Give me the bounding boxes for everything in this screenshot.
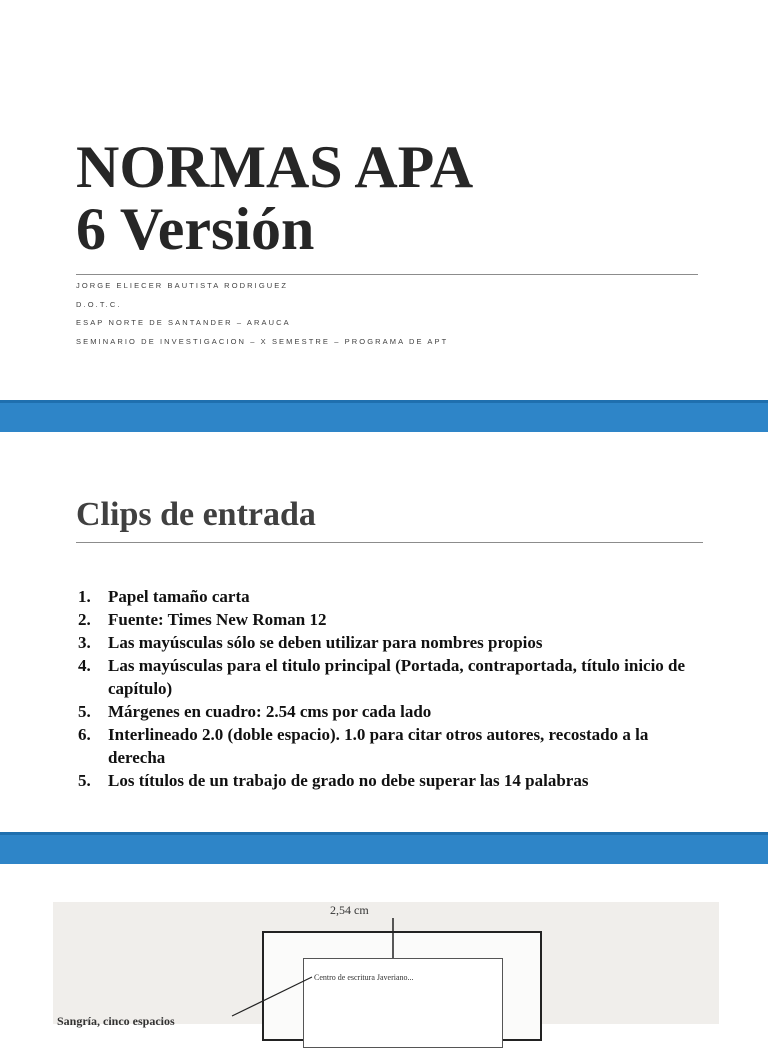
list-number: 4. xyxy=(78,656,91,675)
heading-divider xyxy=(76,542,703,543)
subtitle-role: D.O.T.C. xyxy=(76,299,122,309)
subtitle-block xyxy=(76,281,448,355)
inner-page-text: Centro de escritura Javeriano... xyxy=(314,973,414,982)
list-item xyxy=(78,769,708,792)
list-number: 2. xyxy=(78,610,91,629)
list-item xyxy=(78,631,708,654)
list-item xyxy=(78,700,708,723)
title-divider xyxy=(76,274,698,275)
list-item xyxy=(78,723,708,769)
list-text: Fuente: Times New Roman 12 xyxy=(108,610,327,629)
list-item xyxy=(78,585,708,608)
rules-list xyxy=(78,585,708,792)
title-slide xyxy=(0,0,768,400)
list-number: 1. xyxy=(78,587,91,606)
list-number: 6. xyxy=(78,725,91,744)
list-text: Las mayúsculas para el titulo principal (Portada, contraportada, título inicio de capítulo) xyxy=(108,656,686,698)
list-item xyxy=(78,654,708,700)
list-text: Papel tamaño carta xyxy=(108,587,250,606)
slide-separator xyxy=(0,400,768,432)
slide-separator xyxy=(0,832,768,864)
list-number: 5. xyxy=(78,771,91,790)
title-line-1: NORMAS APA xyxy=(76,134,474,200)
subtitle-author: JORGE ELIECER BAUTISTA RODRIGUEZ xyxy=(76,281,289,290)
list-text: Los títulos de un trabajo de grado no debe superar las 14 palabras xyxy=(108,771,589,790)
list-text: Márgenes en cuadro: 2.54 cms por cada lado xyxy=(108,702,432,721)
top-margin-label: 2,54 cm xyxy=(330,903,369,917)
indent-label: Sangría, cinco espacios xyxy=(57,1014,175,1028)
subtitle-institution: ESAP NORTE DE SANTANDER – ARAUCA xyxy=(76,318,291,327)
slide-heading: Clips de entrada xyxy=(76,496,316,533)
list-item xyxy=(78,608,708,631)
title-line-2: 6 Versión xyxy=(76,196,315,262)
subtitle-course: SEMINARIO DE INVESTIGACION – X SEMESTRE – PROGRAMA DE APT xyxy=(76,336,449,346)
list-number: 3. xyxy=(78,633,91,652)
list-text: Interlineado 2.0 (doble espacio). 1.0 para citar otros autores, recostado a la derecha xyxy=(108,725,649,767)
list-number: 5. xyxy=(78,702,91,721)
list-text: Las mayúsculas sólo se deben utilizar para nombres propios xyxy=(108,633,543,652)
slide-title xyxy=(76,136,473,260)
text-area-outline xyxy=(303,958,503,1048)
